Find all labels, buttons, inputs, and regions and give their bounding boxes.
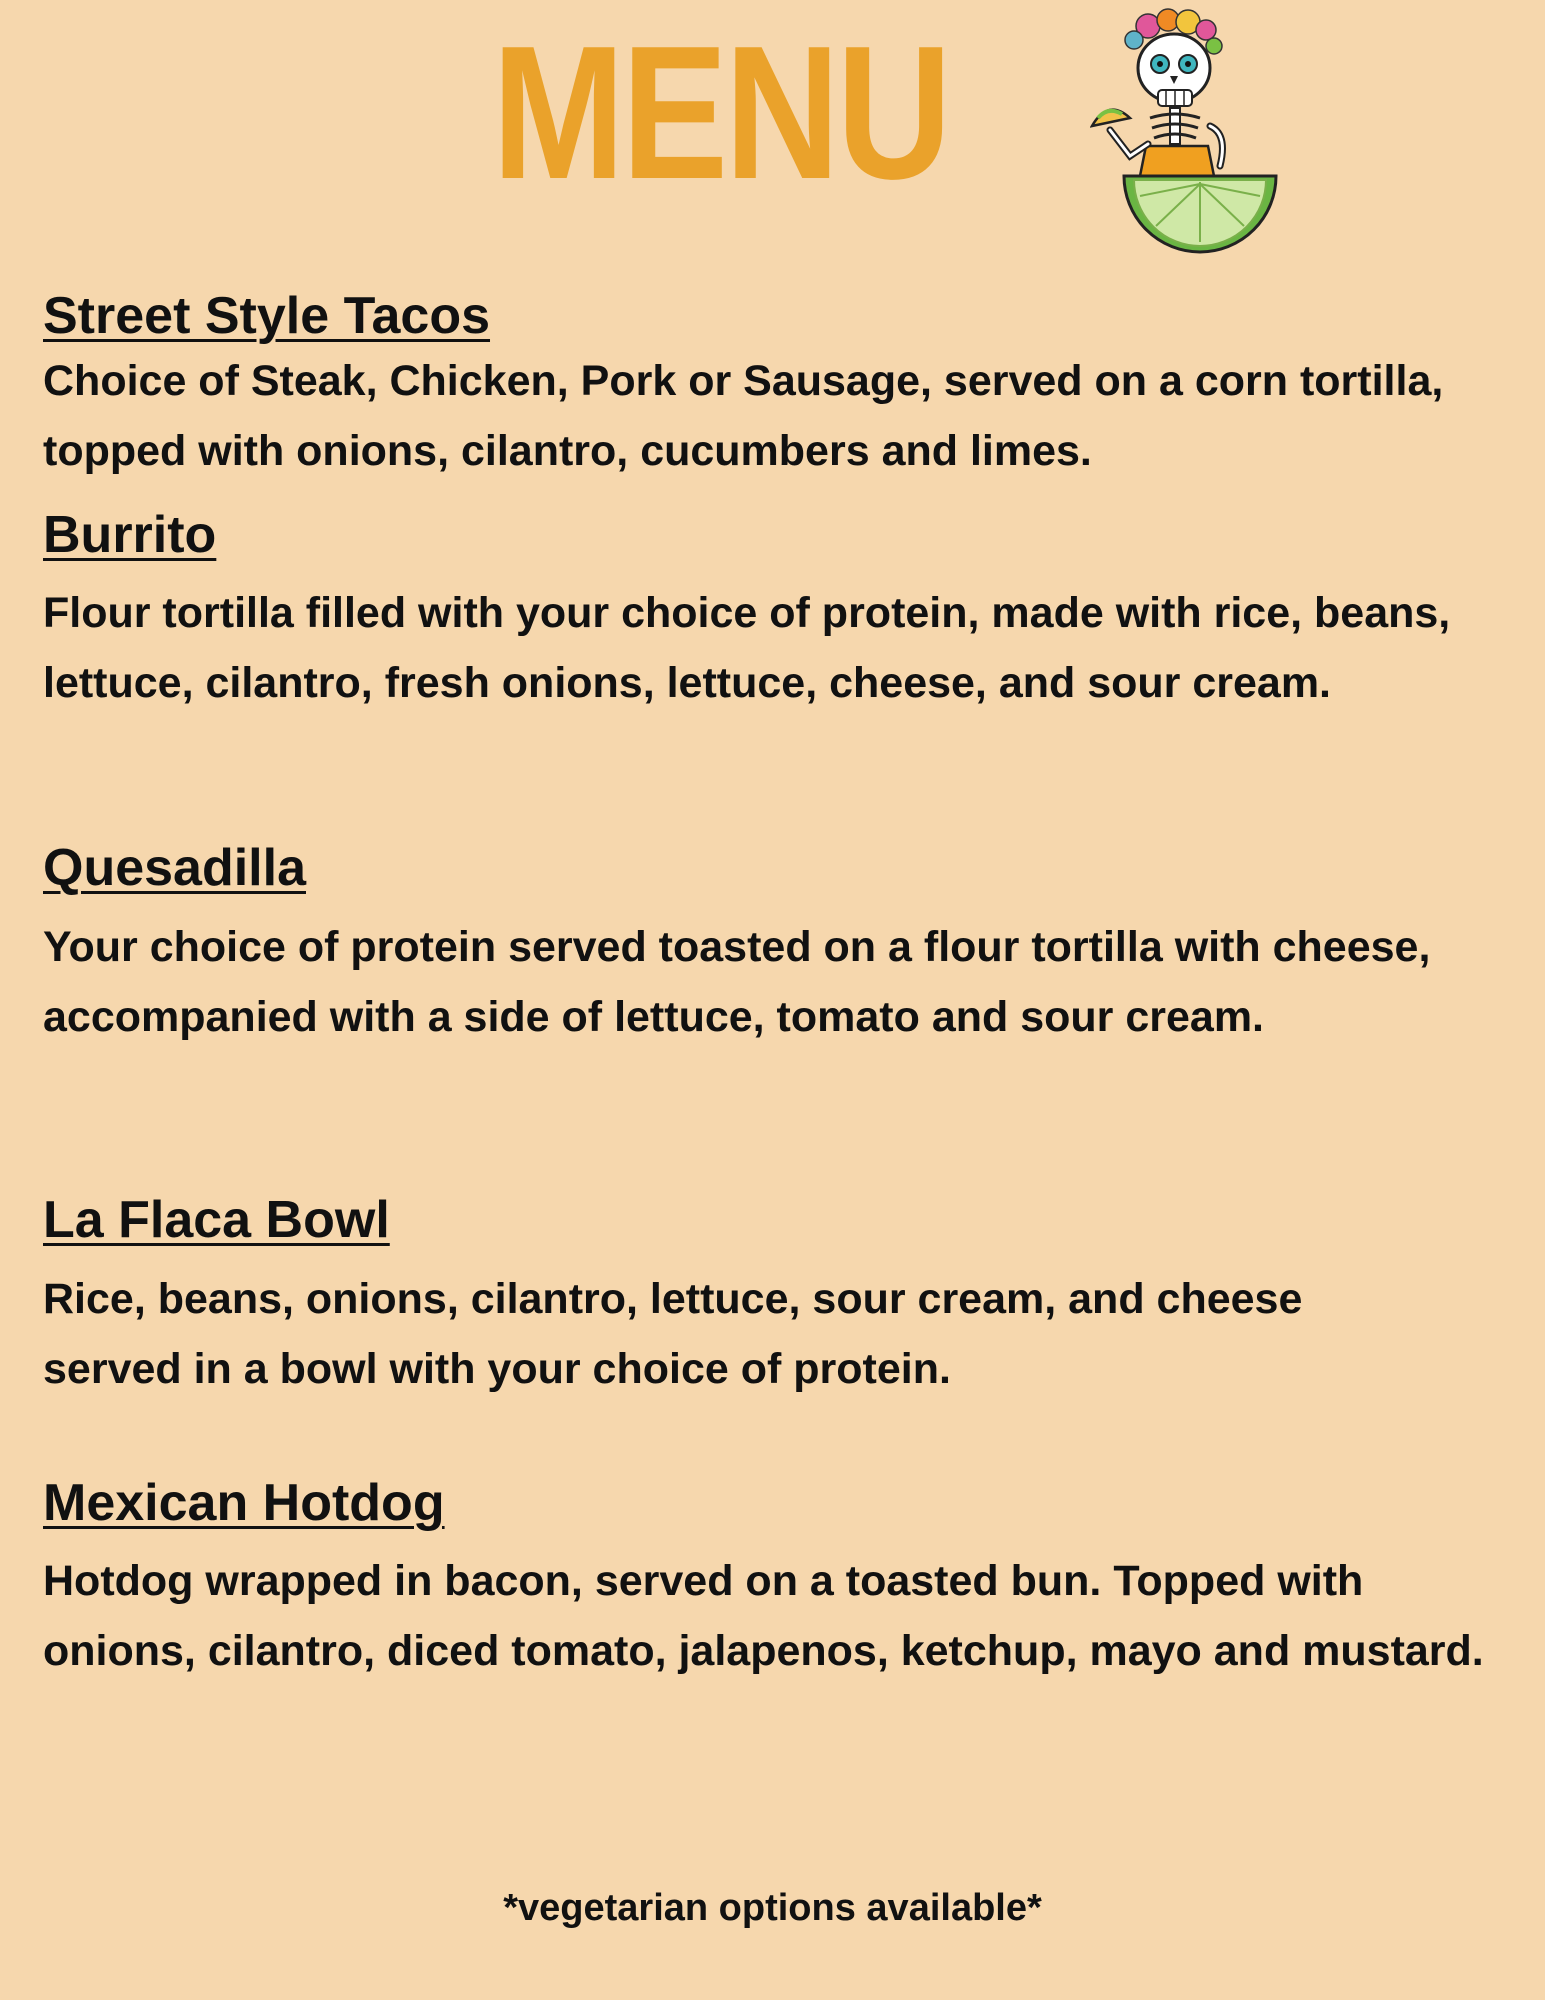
item-title-street-style-tacos: Street Style Tacos bbox=[43, 287, 491, 345]
item-title-la-flaca-bowl: La Flaca Bowl bbox=[43, 1191, 390, 1249]
vegetarian-options-note: *vegetarian options available* bbox=[503, 1887, 1042, 1929]
item-description-la-flaca-bowl: Rice, beans, onions, cilantro, lettuce, sour cream, and cheese served in a bowl with your choice of protein. bbox=[43, 1275, 1303, 1393]
item-description-quesadilla: Your choice of protein served toasted on a flour tortilla with cheese, accompanied with a side of lettuce, tomato and sour cream. bbox=[43, 923, 1431, 1041]
item-description-mexican-hotdog: Hotdog wrapped in bacon, served on a toasted bun. Topped with onions, cilantro, diced tomato, jalapenos, ketchup, mayo and mustard. bbox=[43, 1557, 1484, 1675]
item-title-mexican-hotdog: Mexican Hotdog bbox=[43, 1474, 445, 1532]
item-description-burrito: Flour tortilla filled with your choice of protein, made with rice, beans, lettuce, cilantro, fresh onions, lettuce, cheese, and sour cream. bbox=[43, 589, 1451, 707]
item-title-quesadilla: Quesadilla bbox=[43, 839, 306, 897]
item-title-burrito: Burrito bbox=[43, 506, 217, 564]
menu-title: MENU bbox=[492, 7, 949, 219]
skeleton-with-taco-and-lime-icon bbox=[1090, 6, 1300, 256]
item-description-street-style-tacos: Choice of Steak, Chicken, Pork or Sausage, served on a corn tortilla, topped with onions, cilantro, cucumbers and limes. bbox=[43, 357, 1444, 475]
